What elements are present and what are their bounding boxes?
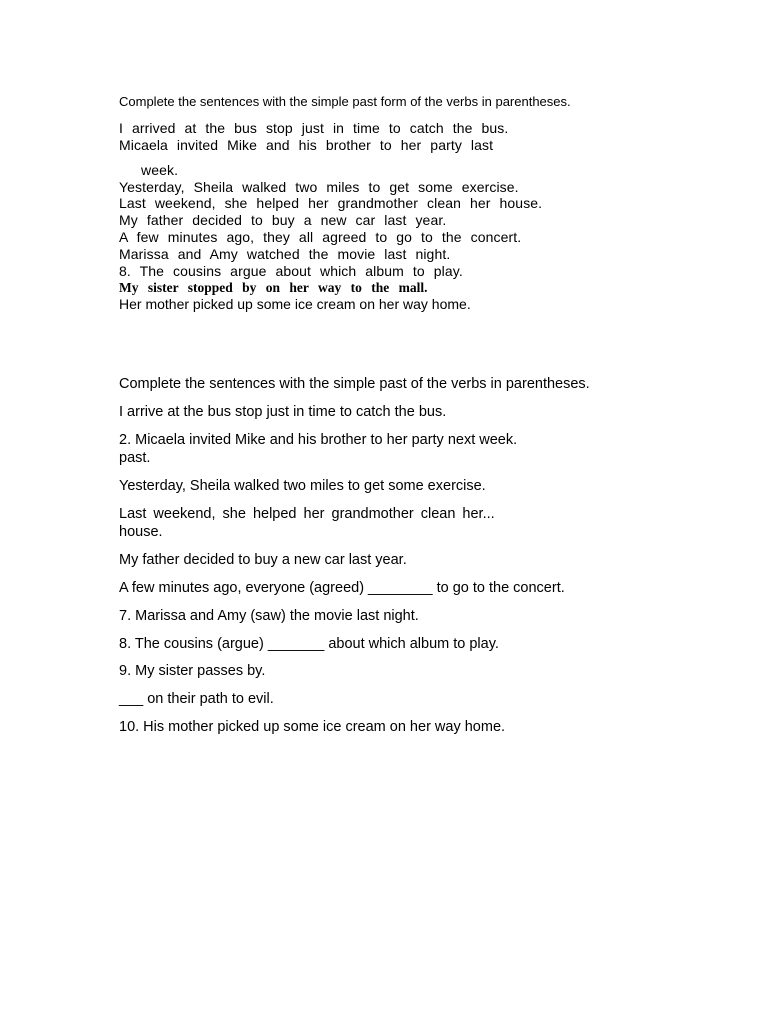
section2-sentence-9: 9. My sister passes by. — [119, 663, 266, 679]
section2-sentence-4-continued: house. — [119, 524, 163, 540]
section1-sentence-9: My sister stopped by on her way to the mall. — [119, 280, 428, 295]
section2-sentence-1: I arrive at the bus stop just in time to catch the bus. — [119, 404, 447, 420]
section1-sentence-4: Last weekend, she helped her grandmother clean her house. — [119, 195, 543, 211]
section2-sentence-2: 2. Micaela invited Mike and his brother to her party next week. — [119, 432, 518, 448]
section1-instruction: Complete the sentences with the simple past form of the verbs in parentheses. — [119, 94, 571, 109]
section1-sentence-6: A few minutes ago, they all agreed to go to the concert. — [119, 229, 522, 245]
section2-sentence-6: A few minutes ago, everyone (agreed) ________ to go to the concert. — [119, 580, 565, 596]
section2-sentence-4: Last weekend, she helped her grandmother clean her... — [119, 506, 495, 522]
section2-sentence-5: My father decided to buy a new car last year. — [119, 552, 407, 568]
section2-instruction: Complete the sentences with the simple past of the verbs in parentheses. — [119, 376, 590, 392]
section1-sentence-1: I arrived at the bus stop just in time to catch the bus. — [119, 120, 509, 136]
section1-sentence-8: 8. The cousins argue about which album to play. — [119, 263, 463, 279]
section1-sentence-10: Her mother picked up some ice cream on her way home. — [119, 296, 471, 312]
section2-sentence-10: 10. His mother picked up some ice cream on her way home. — [119, 719, 506, 735]
section1-sentence-7: Marissa and Amy watched the movie last night. — [119, 246, 451, 262]
section2-sentence-7: 7. Marissa and Amy (saw) the movie last night. — [119, 608, 419, 624]
section2-sentence-3: Yesterday, Sheila walked two miles to get some exercise. — [119, 478, 486, 494]
section2-sentence-9-continued: ___ on their path to evil. — [119, 691, 274, 707]
section2-sentence-2-continued: past. — [119, 450, 151, 466]
section2-sentence-8: 8. The cousins (argue) _______ about which album to play. — [119, 636, 499, 652]
section1-sentence-2: Micaela invited Mike and his brother to her party last — [119, 137, 494, 153]
section1-sentence-3: Yesterday, Sheila walked two miles to get some exercise. — [119, 179, 519, 195]
section1-sentence-2-continued: week. — [141, 162, 179, 178]
section1-sentence-5: My father decided to buy a new car last year. — [119, 212, 447, 228]
